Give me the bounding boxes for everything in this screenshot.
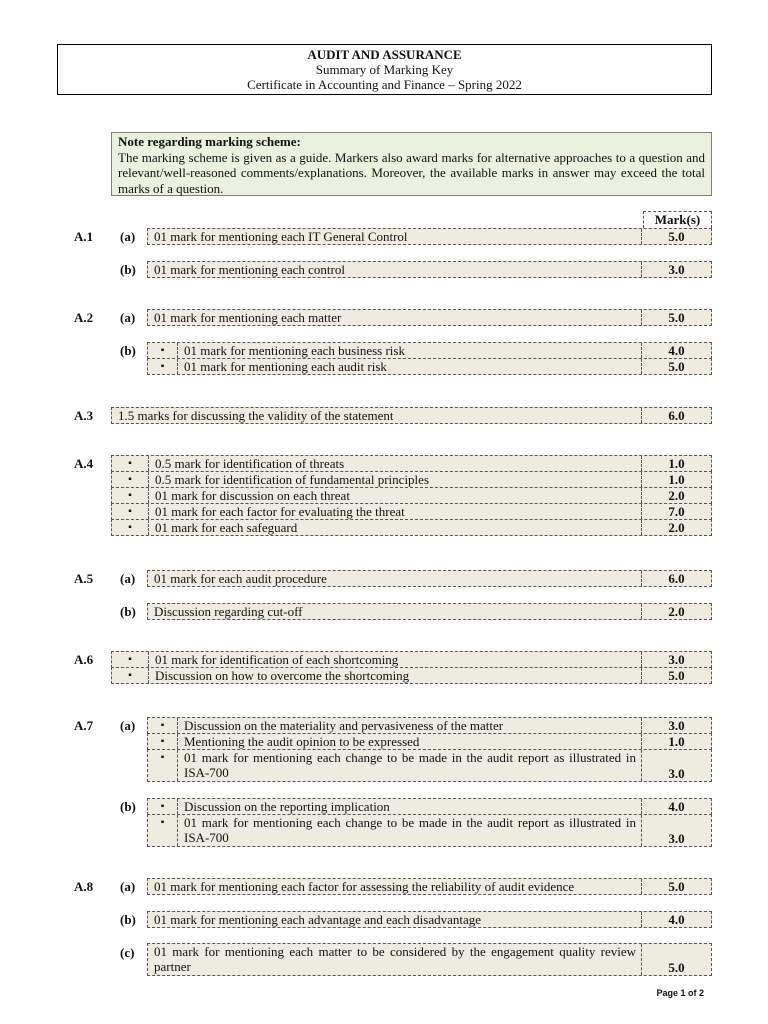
row-text: 01 mark for mentioning each control: [154, 262, 345, 277]
marking-row: [111, 455, 712, 472]
row-mark: 3.0: [641, 652, 711, 667]
row-mark: 1.0: [641, 734, 711, 749]
row-mark: 2.0: [641, 488, 711, 503]
row-mark: 3.0: [641, 262, 711, 277]
marking-row: [111, 503, 712, 520]
marking-row: [147, 228, 712, 245]
row-text: Discussion on how to overcome the shortcoming: [155, 668, 410, 683]
marks-column-header: Mark(s): [643, 211, 712, 228]
row-mark: 7.0: [641, 504, 711, 519]
question-number: A.8: [74, 879, 94, 894]
marking-row: [147, 911, 712, 928]
row-mark: 5.0: [641, 668, 711, 683]
question-number: A.4: [74, 456, 94, 471]
bullet-icon: ▪: [148, 359, 178, 374]
bullet-icon: ▪: [112, 668, 149, 683]
bullet-icon: ▪: [112, 520, 149, 535]
row-text: 0.5 mark for identification of fundamental principles: [155, 472, 429, 487]
part-label: (b): [120, 262, 136, 277]
bullet-icon: ▪: [112, 472, 149, 487]
bullet-icon: ▪: [112, 652, 149, 667]
question-number: A.7: [74, 718, 94, 733]
part-label: (b): [120, 912, 136, 927]
question-number: A.5: [74, 571, 94, 586]
marking-row: [147, 798, 712, 815]
marking-row: [147, 570, 712, 587]
row-text: 01 mark for mentioning each audit risk: [184, 359, 387, 374]
marking-row: [111, 651, 712, 668]
row-text: 1.5 marks for discussing the validity of the statement: [118, 408, 394, 423]
bullet-icon: ▪: [148, 799, 178, 814]
row-mark: 4.0: [641, 912, 711, 927]
marking-row: [147, 261, 712, 278]
row-text: 01 mark for discussion on each threat: [155, 488, 350, 503]
row-mark: 5.0: [641, 944, 711, 975]
row-text: 01 mark for mentioning each IT General Control: [154, 229, 408, 244]
page-number: Page 1 of 2: [656, 988, 704, 998]
row-mark: 3.0: [641, 750, 711, 781]
marking-row: [111, 407, 712, 424]
note-title: Note regarding marking scheme:: [118, 134, 301, 149]
marking-row: [147, 717, 712, 734]
row-mark: 1.0: [641, 472, 711, 487]
row-mark: 3.0: [641, 815, 711, 846]
marking-row: [147, 814, 712, 847]
row-text: 01 mark for mentioning each factor for assessing the reliability of audit evidence: [154, 879, 575, 894]
marking-row: [147, 733, 712, 750]
row-text: Discussion on the reporting implication: [184, 799, 390, 814]
marking-row: [147, 309, 712, 326]
part-label: (a): [120, 879, 136, 894]
row-mark: 4.0: [641, 343, 711, 358]
row-mark: 5.0: [641, 229, 711, 244]
bullet-icon: ▪: [148, 734, 178, 749]
note-text: The marking scheme is given as a guide. Markers also award marks for alternative approaches to a question and relevant/well-reasoned comments/explanations. Moreover, the available marks in answer may exceed the total marks of a question.: [118, 149, 705, 196]
row-text: 01 mark for identification of each shortcoming: [155, 652, 399, 667]
marking-row: [147, 603, 712, 620]
row-mark: 5.0: [641, 879, 711, 894]
marking-row: [147, 342, 712, 359]
part-label: (b): [120, 604, 136, 619]
row-text: 01 mark for each safeguard: [155, 520, 298, 535]
row-text: 01 mark for mentioning each change to be made in the audit report as illustrated in ISA-700: [184, 815, 636, 845]
row-text: 01 mark for mentioning each business risk: [184, 343, 405, 358]
row-mark: 5.0: [641, 359, 711, 374]
row-text: 0.5 mark for identification of threats: [155, 456, 345, 471]
row-text: Discussion regarding cut-off: [154, 604, 303, 619]
part-label: (a): [120, 310, 136, 325]
part-label: (b): [120, 799, 136, 814]
bullet-icon: ▪: [148, 343, 178, 358]
row-mark: 2.0: [641, 604, 711, 619]
row-text: 01 mark for each audit procedure: [154, 571, 327, 586]
bullet-icon: ▪: [148, 718, 178, 733]
marking-row: [111, 471, 712, 488]
marking-row: [147, 358, 712, 375]
part-label: (a): [120, 229, 136, 244]
document-header: [57, 44, 712, 95]
row-mark: 1.0: [641, 456, 711, 471]
bullet-icon: ▪: [112, 488, 149, 503]
row-mark: 2.0: [641, 520, 711, 535]
marking-row: [147, 943, 712, 976]
row-mark: 6.0: [641, 408, 711, 423]
row-text: Mentioning the audit opinion to be expressed: [184, 734, 420, 749]
part-label: (c): [120, 945, 135, 960]
question-number: A.3: [74, 408, 94, 423]
row-mark: 4.0: [641, 799, 711, 814]
document-title: AUDIT AND ASSURANCE: [307, 47, 462, 62]
marking-note: [111, 132, 712, 196]
row-text: 01 mark for mentioning each change to be made in the audit report as illustrated in ISA-700: [184, 750, 636, 780]
marking-row: [111, 519, 712, 536]
question-number: A.1: [74, 229, 94, 244]
part-label: (a): [120, 718, 136, 733]
document-subtitle: Summary of Marking Key: [315, 62, 454, 77]
question-number: A.2: [74, 310, 94, 325]
part-label: (a): [120, 571, 136, 586]
row-mark: 6.0: [641, 571, 711, 586]
bullet-icon: ▪: [148, 815, 178, 846]
row-text: 01 mark for each factor for evaluating the threat: [155, 504, 405, 519]
row-text: 01 mark for mentioning each matter: [154, 310, 342, 325]
question-number: A.6: [74, 652, 94, 667]
bullet-icon: ▪: [112, 456, 149, 471]
bullet-icon: ▪: [148, 750, 178, 781]
row-mark: 3.0: [641, 718, 711, 733]
row-text: Discussion on the materiality and pervasiveness of the matter: [184, 718, 504, 733]
row-text: 01 mark for mentioning each matter to be considered by the engagement quality review partner: [154, 944, 636, 974]
marking-row: [111, 667, 712, 684]
marking-row: [111, 487, 712, 504]
row-mark: 5.0: [641, 310, 711, 325]
bullet-icon: ▪: [112, 504, 149, 519]
marking-row: [147, 878, 712, 895]
part-label: (b): [120, 343, 136, 358]
row-text: 01 mark for mentioning each advantage and each disadvantage: [154, 912, 482, 927]
exam-name: Certificate in Accounting and Finance – Spring 2022: [247, 77, 522, 92]
marking-row: [147, 749, 712, 782]
